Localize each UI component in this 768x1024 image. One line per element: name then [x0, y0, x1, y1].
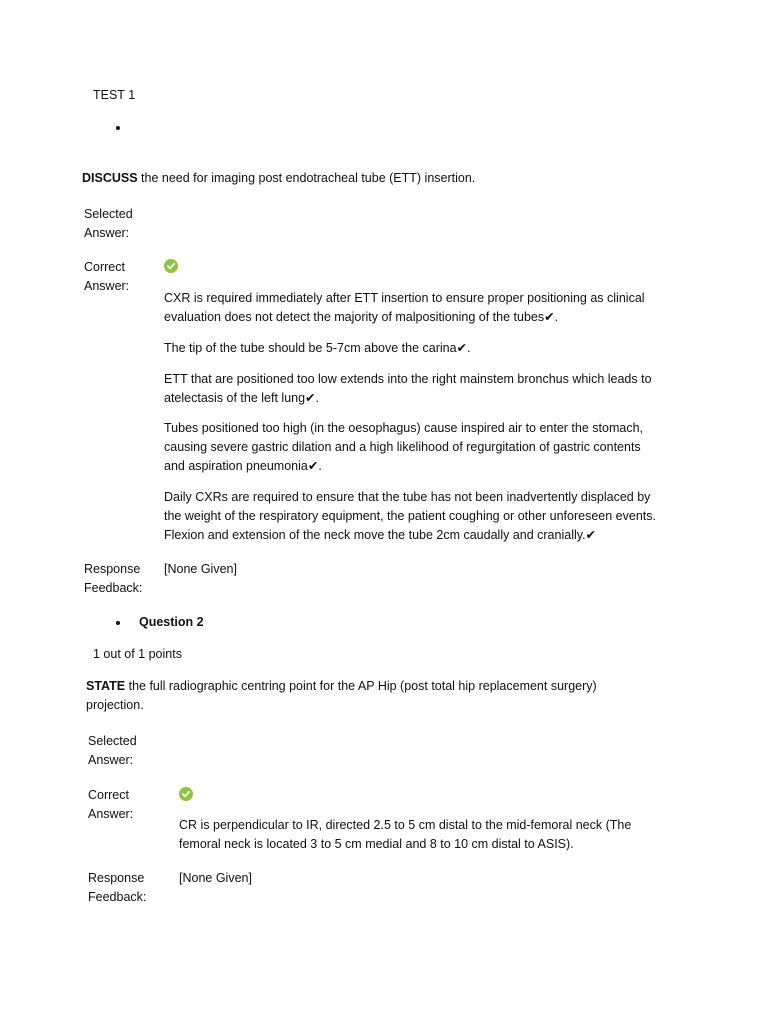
question-1-answer-paragraph: The tip of the tube should be 5-7cm above the carina✔. [164, 341, 471, 355]
check-circle-icon [179, 787, 193, 801]
bullet-marker [116, 126, 120, 130]
check-circle-icon [164, 259, 178, 273]
question-1-prompt-text: the need for imaging post endotracheal tube (ETT) insertion. [137, 171, 476, 185]
question-2-points: 1 out of 1 points [93, 647, 182, 661]
test-title: TEST 1 [93, 88, 136, 102]
question-1-answer-paragraph: Tubes positioned too high (in the oesophagus) cause inspired air to enter the stomach, causing severe gastric dilation and a high likelihood of regurgitation of gastric contents and aspiration pneumonia✔. [164, 421, 643, 473]
question-2-prompt [86, 677, 646, 715]
question-1-selected-answer-label: Selected Answer: [84, 207, 133, 240]
question-2-prompt-text: the full radiographic centring point for the AP Hip (post total hip replacement surgery) projection. [86, 679, 597, 712]
question-1-prompt [82, 169, 682, 188]
question-1-answer-paragraph: ETT that are positioned too low extends into the right mainstem bronchus which leads to atelectasis of the left lung✔. [164, 372, 652, 405]
question-1-prompt-keyword: DISCUSS [82, 171, 138, 185]
bullet-marker [116, 621, 120, 625]
question-1-correct-answer-label: Correct Answer: [84, 260, 130, 293]
question-2-prompt-keyword: STATE [86, 679, 126, 693]
question-2-answer-paragraph: CR is perpendicular to IR, directed 2.5 to 5 cm distal to the mid-femoral neck (The femoral neck is located 3 to 5 cm medial and 8 to 10 cm distal to ASIS). [179, 818, 632, 851]
question-2-selected-answer-label: Selected Answer: [88, 734, 137, 767]
question-1-answer-paragraph: CXR is required immediately after ETT insertion to ensure proper positioning as clinical evaluation does not detect the majority of malpositioning of the tubes✔. [164, 291, 645, 324]
question-2-correct-answer-label: Correct Answer: [88, 788, 134, 821]
question-2-title: Question 2 [139, 615, 204, 629]
question-1-feedback-label: Response Feedback: [84, 562, 143, 595]
question-1-feedback-value: [None Given] [164, 562, 237, 576]
question-2-feedback-value: [None Given] [179, 871, 252, 885]
question-1-answer-paragraph: Daily CXRs are required to ensure that the tube has not been inadvertently displaced by the weight of the respiratory equipment, the patient coughing or other unforeseen events. Flexion and extension of the neck move the tube 2cm caudally and cranially.✔ [164, 490, 656, 542]
question-2-feedback-label: Response Feedback: [88, 871, 147, 904]
